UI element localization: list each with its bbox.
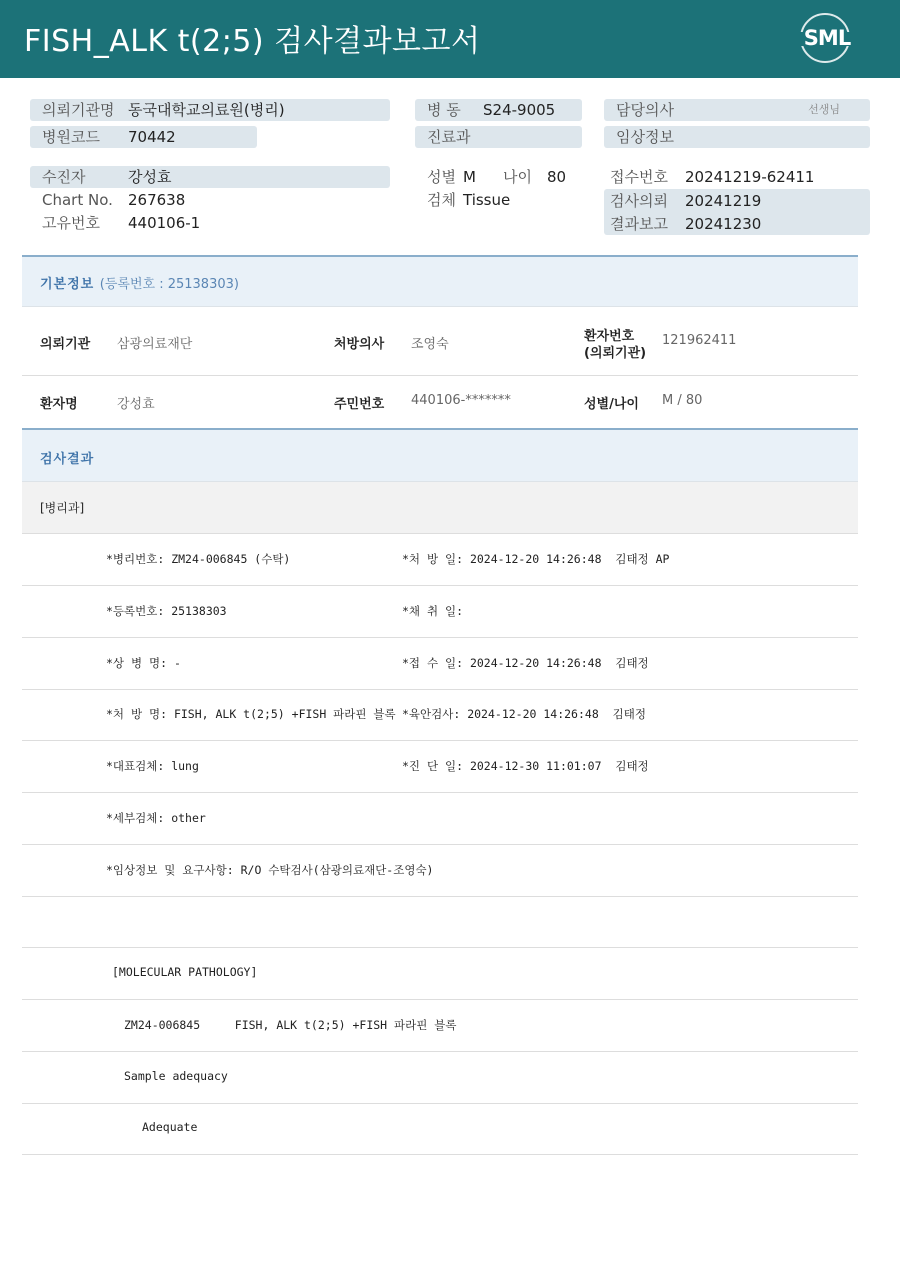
report-date-value: 20241230 xyxy=(685,215,762,233)
chart-no-label: Chart No. xyxy=(42,191,113,209)
report-header-banner xyxy=(0,0,900,78)
sex-age-field xyxy=(415,166,585,188)
result-line-4-right: *육안검사: 2024-12-20 14:26:48 김태정 xyxy=(402,707,646,721)
patient-name-label: 환자명 xyxy=(40,397,78,412)
org-label: 의뢰기관 xyxy=(40,337,91,352)
prescriber-label: 처방의사 xyxy=(334,337,385,352)
patient-value: 강성효 xyxy=(128,168,172,186)
clinical-field xyxy=(604,126,870,148)
result-line-4-left: *처 방 명: FISH, ALK t(2;5) +FISH 파라핀 블록 xyxy=(106,707,396,721)
rrn-value: 440106-******* xyxy=(411,393,511,408)
result-line-5-right: *진 단 일: 2024-12-30 11:01:07 김태정 xyxy=(402,759,649,773)
patient-no-value: 121962411 xyxy=(662,333,737,348)
patient-field xyxy=(30,166,390,188)
blank-line xyxy=(22,896,858,948)
sex-value: M xyxy=(463,168,476,186)
unique-id-value: 440106-1 xyxy=(128,214,201,232)
unique-id-label: 고유번호 xyxy=(42,214,100,232)
molecular-pathology-case: ZM24-006845 FISH, ALK t(2;5) +FISH 파라핀 블록 xyxy=(124,1018,457,1032)
ward-label: 병 동 xyxy=(427,101,461,119)
receipt-label: 접수번호 xyxy=(610,168,668,186)
logo-text: SML xyxy=(803,26,851,50)
result-line-5 xyxy=(22,741,858,793)
sex-age-value: M / 80 xyxy=(662,393,703,408)
sample-adequacy-value-row xyxy=(22,1103,858,1155)
result-line-1-left: *병리번호: ZM24-006845 (수탁) xyxy=(106,552,291,566)
ward-value: S24-9005 xyxy=(483,101,556,119)
sex-label: 성별 xyxy=(427,168,456,186)
req-org-label: 의뢰기관명 xyxy=(42,101,115,119)
result-line-1-right: *처 방 일: 2024-12-20 14:26:48 김태정 AP xyxy=(402,552,670,566)
result-line-1 xyxy=(22,534,858,586)
result-line-7 xyxy=(22,845,858,897)
result-line-7-left: *임상정보 및 요구사항: R/O 수탁검사(삼광의료재단-조영숙) xyxy=(106,863,434,877)
req-org-field xyxy=(30,99,390,121)
sample-adequacy-row xyxy=(22,1052,858,1104)
hosp-code-label: 병원코드 xyxy=(42,128,100,146)
doctor-field xyxy=(604,99,870,121)
basic-info-title: 기본정보 xyxy=(40,277,95,292)
receipt-field xyxy=(604,166,870,188)
mp-case-row xyxy=(22,1000,858,1052)
patient-no-label-1: 환자번호 xyxy=(584,329,635,344)
chart-no-field xyxy=(30,189,390,211)
unique-id-field xyxy=(30,212,390,234)
clinical-label: 임상정보 xyxy=(616,128,674,146)
doctor-suffix: 선생님 xyxy=(808,103,840,116)
doctor-label: 담당의사 xyxy=(616,101,674,119)
result-line-2-left: *등록번호: 25138303 xyxy=(106,604,227,618)
mp-header-row xyxy=(22,948,858,1000)
basic-info-row-1 xyxy=(22,307,858,376)
request-date-label: 검사의뢰 xyxy=(610,192,668,210)
basic-info-row-2 xyxy=(22,376,858,428)
request-date-field xyxy=(604,190,870,212)
patient-name-value: 강성효 xyxy=(117,397,155,412)
department-label: [병리과] xyxy=(40,501,85,515)
age-label: 나이 xyxy=(503,168,532,186)
sml-logo xyxy=(796,10,856,68)
report-date-field xyxy=(604,213,870,235)
receipt-value: 20241219-62411 xyxy=(685,168,815,186)
result-line-4 xyxy=(22,689,858,741)
sample-adequacy-label: Sample adequacy xyxy=(124,1069,228,1083)
req-org-value: 동국대학교의료원(병리) xyxy=(128,101,285,119)
results-title: 검사결과 xyxy=(40,452,95,467)
result-line-6-left: *세부검체: other xyxy=(106,811,206,825)
result-line-2 xyxy=(22,586,858,638)
report-title: FISH_ALK t(2;5) 검사결과보고서 xyxy=(24,24,481,59)
sex-age-label: 성별/나이 xyxy=(584,397,639,412)
specimen-field xyxy=(415,189,585,211)
dept-field xyxy=(415,126,582,148)
result-line-6 xyxy=(22,793,858,845)
patient-no-label-2: (의뢰기관) xyxy=(584,346,647,361)
patient-label: 수진자 xyxy=(42,168,86,186)
hosp-code-value: 70442 xyxy=(128,128,176,146)
org-value: 삼광의료재단 xyxy=(117,337,193,352)
dept-label: 진료과 xyxy=(427,128,471,146)
specimen-label: 검체 xyxy=(427,191,456,209)
dept-row xyxy=(22,482,858,534)
ward-field xyxy=(415,99,582,121)
result-line-3-left: *상 병 명: - xyxy=(106,656,181,670)
request-date-value: 20241219 xyxy=(685,192,762,210)
rrn-label: 주민번호 xyxy=(334,397,385,412)
result-line-3 xyxy=(22,638,858,690)
basic-info-header xyxy=(22,255,858,307)
molecular-pathology-header: [MOLECULAR PATHOLOGY] xyxy=(112,965,258,979)
chart-no-value: 267638 xyxy=(128,191,186,209)
specimen-value: Tissue xyxy=(463,191,511,209)
registration-number: (등록번호 : 25138303) xyxy=(99,277,239,292)
prescriber-value: 조영숙 xyxy=(411,337,449,352)
result-line-2-right: *채 취 일: xyxy=(402,604,464,618)
report-date-label: 결과보고 xyxy=(610,215,668,233)
results-header xyxy=(22,428,858,482)
sample-adequacy-value: Adequate xyxy=(142,1120,198,1134)
result-line-3-right: *접 수 일: 2024-12-20 14:26:48 김태정 xyxy=(402,656,649,670)
result-line-5-left: *대표검체: lung xyxy=(106,759,199,773)
age-value: 80 xyxy=(547,168,567,186)
hosp-code-field xyxy=(30,126,257,148)
dates-block xyxy=(604,189,870,235)
